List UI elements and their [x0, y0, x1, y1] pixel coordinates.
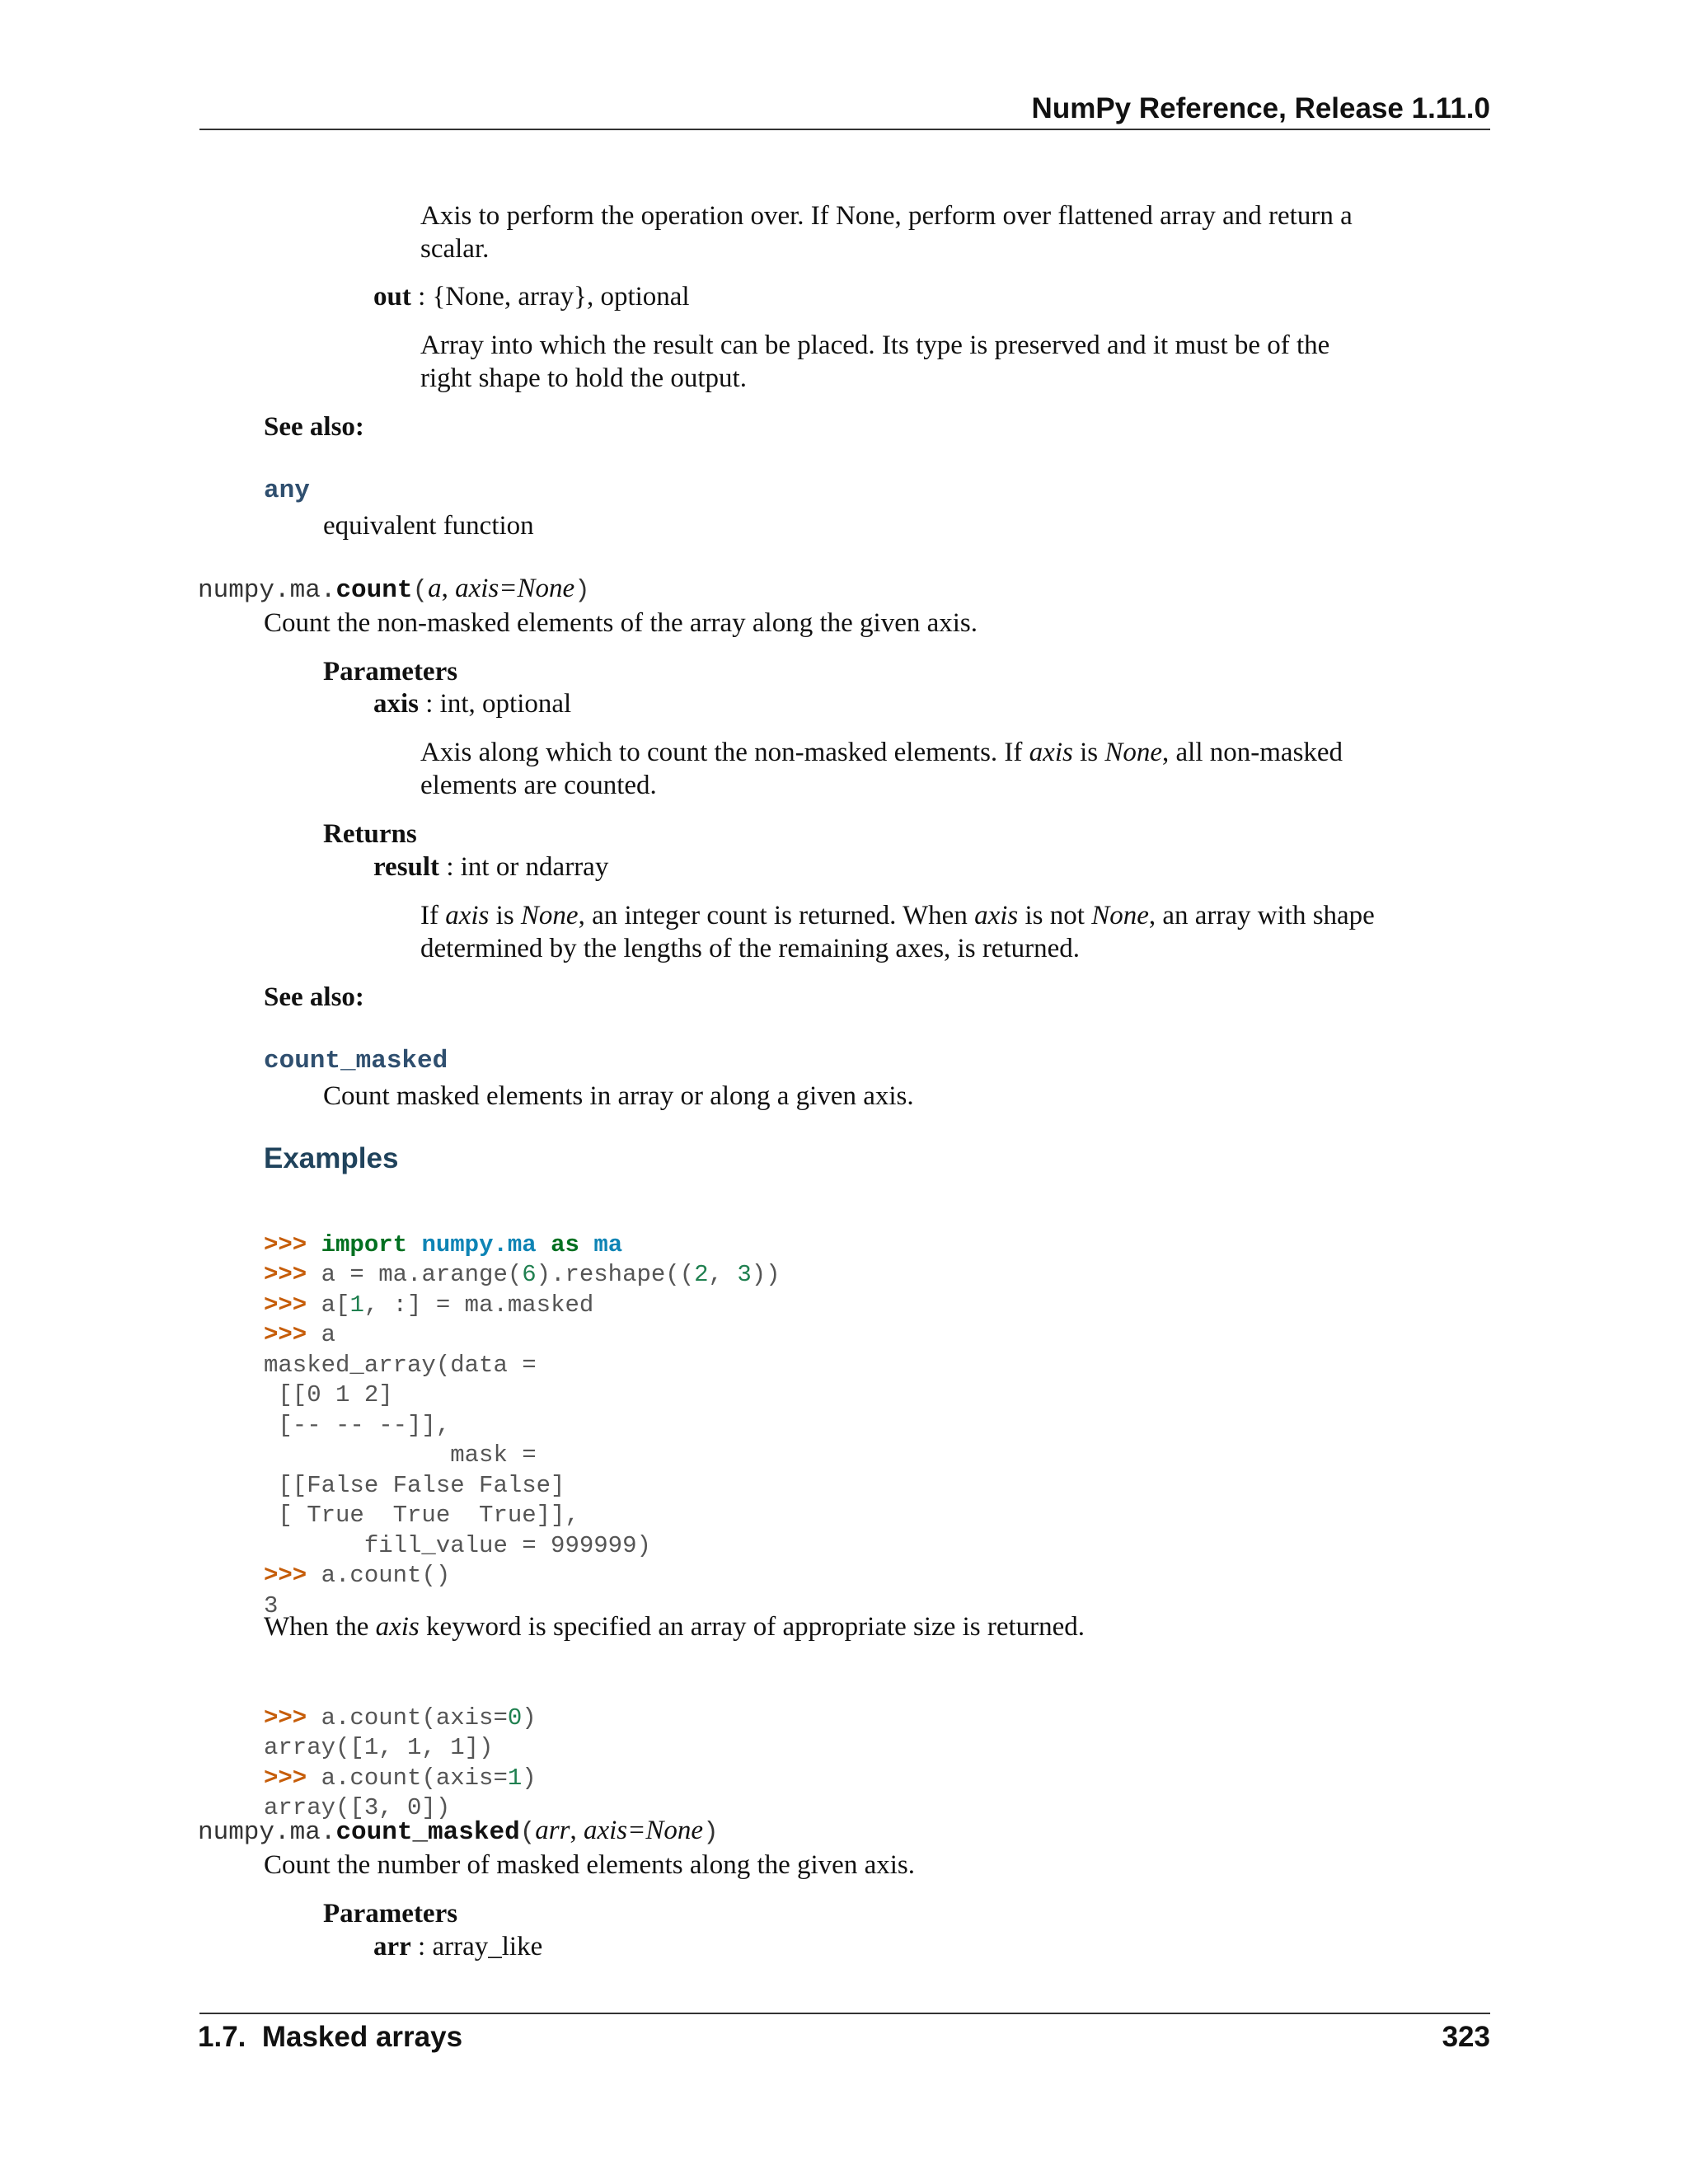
code-output: array([3, 0]) — [264, 1794, 451, 1821]
code-text: a — [307, 1321, 336, 1348]
sig-arg-a: a — [428, 574, 442, 603]
param-arr-type: : array_like — [410, 1932, 543, 1961]
code-text: , :] = ma.masked — [363, 1291, 594, 1319]
param-out — [373, 280, 690, 313]
return-desc-line2: determined by the lengths of the remaining axes, is returned. — [420, 934, 1081, 963]
code-output: [-- -- --]], — [264, 1411, 451, 1439]
code-text: )) — [751, 1261, 781, 1288]
sig-arg-axis: axis=None — [583, 1816, 704, 1845]
text-run: If — [420, 901, 446, 930]
text-run: Axis along which to count the non-masked elements. If — [420, 738, 1029, 767]
text-run: is — [489, 901, 521, 930]
code-prompt: >>> — [264, 1704, 307, 1732]
count-summary: Count the non-masked elements of the array along the given axis. — [264, 608, 978, 638]
code-text: a.count(axis= — [307, 1704, 508, 1732]
parameters-heading: Parameters — [323, 657, 458, 687]
sig-module: numpy.ma. — [198, 576, 336, 605]
code-output: fill_value = 999999) — [264, 1531, 651, 1559]
see-also-label: See also: — [264, 412, 364, 442]
code-number: 1 — [507, 1764, 523, 1792]
param-out-type: : {None, array}, optional — [410, 282, 690, 312]
return-desc-line1 — [420, 899, 1375, 932]
text-run: is — [1072, 738, 1105, 767]
text-run: None — [1104, 738, 1163, 767]
code-text: a[ — [307, 1291, 350, 1319]
code-output: mask = — [264, 1441, 537, 1469]
returns-heading: Returns — [323, 819, 417, 849]
see-also-desc-any: equivalent function — [323, 511, 534, 541]
footer-rule — [199, 2013, 1490, 2014]
code-number: 3 — [737, 1261, 752, 1288]
code-line — [264, 1291, 593, 1319]
code-output: 3 — [264, 1591, 279, 1619]
param-axis-name: axis — [373, 689, 420, 719]
code-output: masked_array(data = — [264, 1351, 537, 1379]
running-header: NumPy Reference, Release 1.11.0 — [1031, 92, 1490, 124]
code-text: ) — [522, 1704, 537, 1732]
out-desc-line2: right shape to hold the output. — [420, 363, 747, 393]
count-masked-summary: Count the number of masked elements along the given axis. — [264, 1850, 915, 1880]
return-result — [373, 851, 608, 883]
function-signature-count-masked — [198, 1816, 719, 1847]
axis-keyword-note — [264, 1610, 1085, 1643]
text-run: , all non-masked — [1162, 738, 1343, 767]
code-keyword: import — [321, 1230, 408, 1258]
sig-module: numpy.ma. — [198, 1818, 336, 1847]
code-text: , — [708, 1261, 738, 1288]
text-run: None — [520, 901, 579, 930]
see-also-link-any[interactable]: any — [264, 476, 310, 505]
sig-arg-arr: arr — [535, 1816, 570, 1845]
return-result-type: : int or ndarray — [439, 852, 609, 882]
footer-page-number: 323 — [1442, 2021, 1490, 2053]
sig-function-name: count_masked — [335, 1818, 520, 1847]
text-run: axis — [974, 901, 1019, 930]
code-line — [264, 1231, 622, 1258]
code-output: array([1, 1, 1]) — [264, 1734, 494, 1761]
code-text: ) — [522, 1764, 537, 1792]
sig-sep: , — [441, 574, 456, 603]
code-prompt: >>> — [264, 1764, 307, 1792]
text-run: keyword is specified an array of appropriate size is returned. — [419, 1612, 1085, 1642]
code-text: a.count(axis= — [307, 1764, 508, 1792]
sig-close-paren: ) — [574, 576, 590, 605]
text-run: , an integer count is returned. When — [578, 901, 975, 930]
text-run: axis — [445, 901, 490, 930]
sig-open-paren: ( — [519, 1818, 536, 1847]
sig-close-paren: ) — [703, 1818, 719, 1847]
code-namespace: numpy.ma — [421, 1230, 537, 1258]
code-number: 0 — [507, 1704, 523, 1732]
code-prompt: >>> — [264, 1291, 307, 1319]
code-output: [ True True True]], — [264, 1502, 579, 1529]
text-run: None — [1091, 901, 1149, 930]
code-prompt: >>> — [264, 1562, 307, 1589]
code-block-examples — [264, 1200, 781, 1621]
code-line — [264, 1562, 450, 1589]
return-result-name: result — [373, 852, 440, 882]
code-line — [264, 1704, 537, 1732]
param-axis-type: : int, optional — [419, 689, 572, 719]
code-line — [264, 1765, 537, 1792]
code-output: [[0 1 2] — [264, 1381, 393, 1408]
param-arr — [373, 1930, 542, 1963]
code-text: a = ma.arange( — [307, 1261, 523, 1288]
axis-desc-line1: Axis to perform the operation over. If None, perform over flattened array and return a — [420, 201, 1353, 231]
see-also-desc-count-masked: Count masked elements in array or along a given axis. — [323, 1081, 914, 1111]
sig-sep: , — [570, 1816, 584, 1845]
param-axis — [373, 687, 571, 720]
param-out-name: out — [373, 282, 411, 312]
see-also-link-count-masked[interactable]: count_masked — [264, 1047, 448, 1076]
parameters-heading-2: Parameters — [323, 1899, 458, 1929]
code-block-axis-examples — [264, 1673, 537, 1824]
code-output: [[False False False] — [264, 1471, 565, 1499]
param-arr-name: arr — [373, 1932, 411, 1961]
text-run: When the — [264, 1612, 376, 1642]
sig-function-name: count — [335, 576, 413, 605]
header-rule — [199, 129, 1490, 130]
text-run: axis — [1029, 738, 1073, 767]
code-number: 1 — [349, 1291, 364, 1319]
code-prompt: >>> — [264, 1261, 307, 1288]
sig-arg-axis: axis=None — [455, 574, 575, 603]
footer-section: 1.7. Masked arrays — [198, 2021, 463, 2053]
code-number: 2 — [694, 1261, 709, 1288]
out-desc-line1: Array into which the result can be placed. Its type is preserved and it must be of the — [420, 330, 1330, 360]
examples-heading: Examples — [264, 1142, 399, 1174]
axis-param-desc-line2: elements are counted. — [420, 771, 657, 800]
text-run: , an array with shape — [1148, 901, 1375, 930]
axis-param-desc-line1 — [420, 736, 1343, 769]
axis-desc-line2: scalar. — [420, 234, 490, 264]
axis-description — [420, 199, 1368, 232]
sig-open-paren: ( — [412, 576, 429, 605]
code-number: 6 — [522, 1261, 537, 1288]
code-line — [264, 1321, 335, 1348]
text-run: is not — [1018, 901, 1092, 930]
see-also-label-2: See also: — [264, 982, 364, 1012]
code-prompt: >>> — [264, 1230, 307, 1258]
code-namespace: ma — [593, 1230, 623, 1258]
code-text: a.count() — [307, 1562, 451, 1589]
code-prompt: >>> — [264, 1321, 307, 1348]
code-text: ).reshape(( — [536, 1261, 695, 1288]
code-line — [264, 1261, 781, 1288]
text-run: axis — [375, 1612, 420, 1642]
function-signature-count — [198, 574, 590, 605]
code-keyword: as — [551, 1230, 579, 1258]
